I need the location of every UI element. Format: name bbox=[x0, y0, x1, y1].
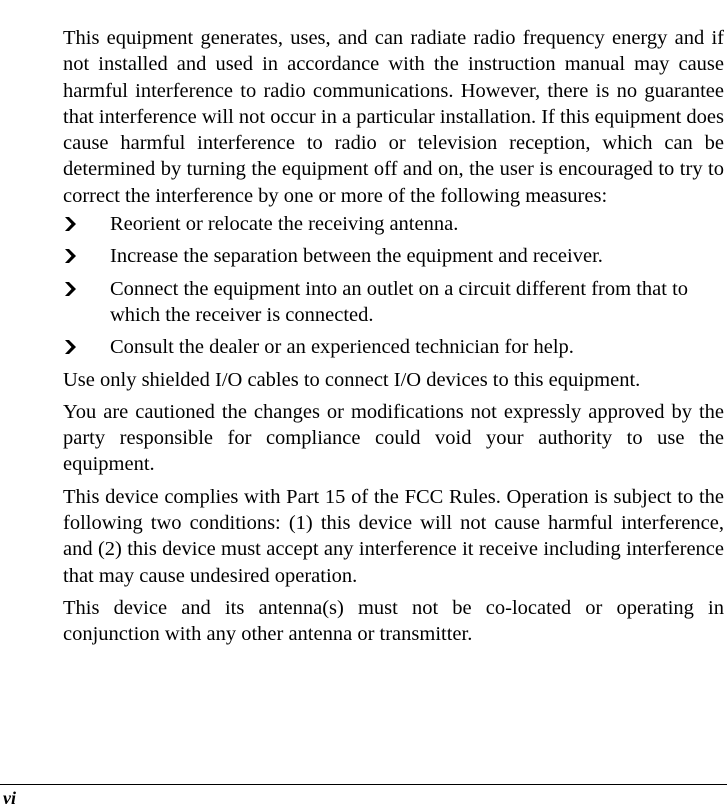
page-number: vi bbox=[3, 788, 16, 808]
shielded-cables-paragraph: Use only shielded I/O cables to connect I/O devices to this equipment. bbox=[63, 368, 641, 391]
list-item bbox=[63, 276, 724, 329]
list-item-text: Connect the equipment into an outlet on a circuit different from that to which the receiver is connected. bbox=[110, 277, 689, 326]
measures-list bbox=[63, 211, 724, 360]
antenna-colocation-paragraph: This device and its antenna(s) must not be co-located or operating in conjunction with any other antenna or transmitter. bbox=[63, 596, 724, 646]
list-item bbox=[63, 243, 724, 269]
chevron-right-icon bbox=[64, 217, 76, 231]
list-item-text: Reorient or relocate the receiving antenna. bbox=[110, 213, 459, 236]
fcc-compliance-paragraph: This device complies with Part 15 of the FCC Rules. Operation is subject to the following two conditions: (1) this device will not cause harmful interference, and (2) this device must accept any interference it receive including interference that may cause undesired operation. bbox=[63, 485, 724, 587]
intro-paragraph: This equipment generates, uses, and can radiate radio frequency energy and if not installed and used in accordance with the instruction manual may cause harmful interference to radio communications. However, there is no guarantee that interference will not occur in a particular installation. If this equipment does cause harmful interference to radio or television reception, which can be determined by turning the equipment off and on, the user is encouraged to try to correct the interference by one or more of the following measures: bbox=[63, 27, 724, 207]
modifications-caution-paragraph: You are cautioned the changes or modifications not expressly approved by the party responsible for compliance could void your authority to use the equipment. bbox=[63, 400, 724, 476]
footer-divider bbox=[0, 784, 727, 785]
list-item-text: Increase the separation between the equipment and receiver. bbox=[110, 245, 603, 268]
list-item bbox=[63, 211, 724, 237]
list-item-text: Consult the dealer or an experienced technician for help. bbox=[110, 336, 574, 359]
chevron-right-icon bbox=[64, 340, 76, 354]
document-body bbox=[63, 25, 724, 648]
list-item bbox=[63, 334, 724, 360]
chevron-right-icon bbox=[64, 282, 76, 296]
chevron-right-icon bbox=[64, 249, 76, 263]
